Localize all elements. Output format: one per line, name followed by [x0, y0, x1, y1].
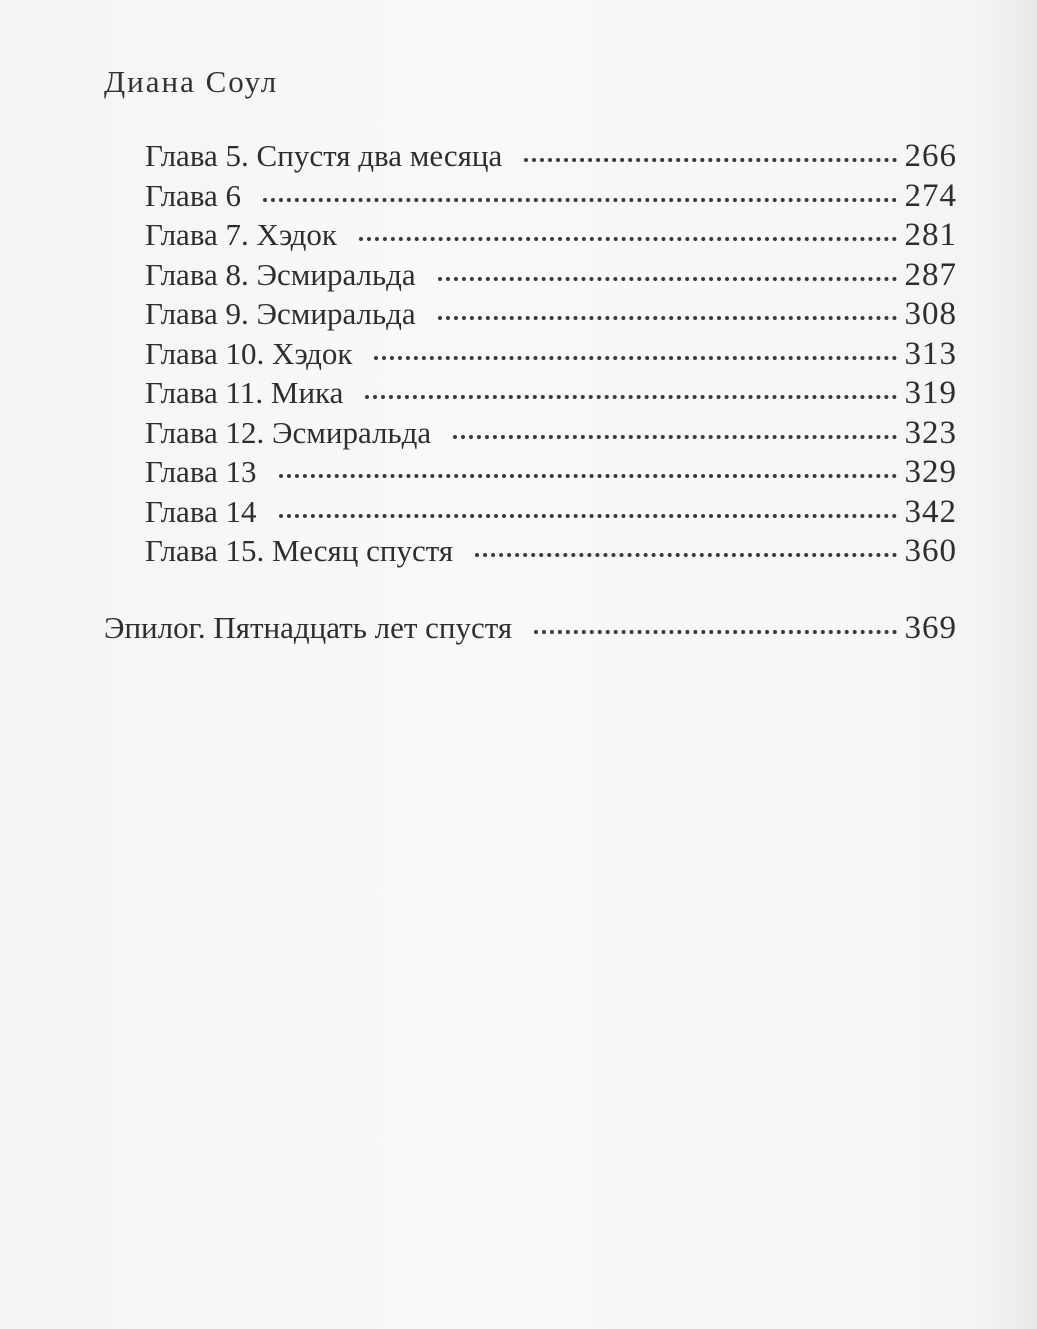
toc-entry[interactable] — [145, 138, 957, 178]
dot-leader — [279, 474, 897, 478]
toc-entry-title: Глава 9. Эсмиральда — [145, 296, 416, 331]
dot-leader — [365, 395, 896, 399]
dot-leader — [438, 316, 897, 320]
toc-entry-title: Глава 5. Спустя два месяца — [145, 138, 503, 173]
table-of-contents — [145, 138, 957, 573]
dot-leader — [359, 237, 897, 241]
toc-entry[interactable] — [145, 454, 957, 494]
toc-entry[interactable] — [145, 296, 957, 336]
toc-entry-title: Глава 7. Хэдок — [145, 217, 337, 252]
toc-entry-page: 319 — [904, 375, 957, 411]
dot-leader — [279, 514, 897, 518]
toc-entry[interactable] — [145, 415, 957, 455]
toc-entry-page: 342 — [904, 493, 957, 530]
toc-entry-page: 281 — [904, 217, 957, 253]
toc-entry[interactable] — [145, 217, 957, 257]
toc-entry-page: 360 — [904, 533, 957, 569]
toc-entry-page: 266 — [904, 138, 957, 174]
dot-leader — [475, 553, 896, 557]
toc-entry[interactable] — [145, 533, 957, 573]
toc-entry-title: Глава 12. Эсмиральда — [145, 414, 432, 450]
toc-entry[interactable] — [145, 375, 957, 415]
dot-leader — [374, 356, 896, 360]
dot-leader — [524, 158, 896, 162]
toc-entry-page: 329 — [904, 454, 957, 490]
toc-entry[interactable] — [145, 336, 957, 376]
page-edge-shadow — [977, 0, 1037, 1329]
toc-entry-title: Глава 8. Эсмиральда — [145, 256, 416, 292]
toc-entry-page: 369 — [904, 610, 957, 646]
dot-leader — [534, 630, 896, 634]
toc-entry[interactable] — [145, 494, 957, 534]
running-head-author: Диана Соул — [104, 64, 279, 99]
toc-entry-title: Глава 11. Мика — [145, 375, 344, 410]
toc-entry-title: Глава 10. Хэдок — [145, 335, 353, 371]
toc-entry-page: 313 — [904, 335, 957, 372]
toc-entry[interactable] — [145, 257, 957, 297]
toc-entry-page: 308 — [904, 296, 957, 332]
toc-entry-epilogue[interactable] — [104, 610, 957, 650]
toc-entry-page: 287 — [904, 256, 957, 293]
toc-entry[interactable] — [145, 178, 957, 218]
dot-leader — [438, 277, 897, 281]
toc-entry-title: Глава 6 — [145, 177, 242, 213]
toc-entry-title: Глава 15. Месяц спустя — [145, 533, 454, 568]
toc-entry-title: Глава 13 — [145, 454, 257, 489]
dot-leader — [263, 198, 896, 202]
toc-entry-page: 323 — [904, 414, 957, 451]
toc-epilogue — [104, 610, 957, 650]
dot-leader — [453, 435, 896, 439]
toc-entry-title: Эпилог. Пятнадцать лет спустя — [104, 610, 513, 645]
toc-entry-title: Глава 14 — [145, 493, 257, 529]
toc-entry-page: 274 — [904, 177, 957, 214]
